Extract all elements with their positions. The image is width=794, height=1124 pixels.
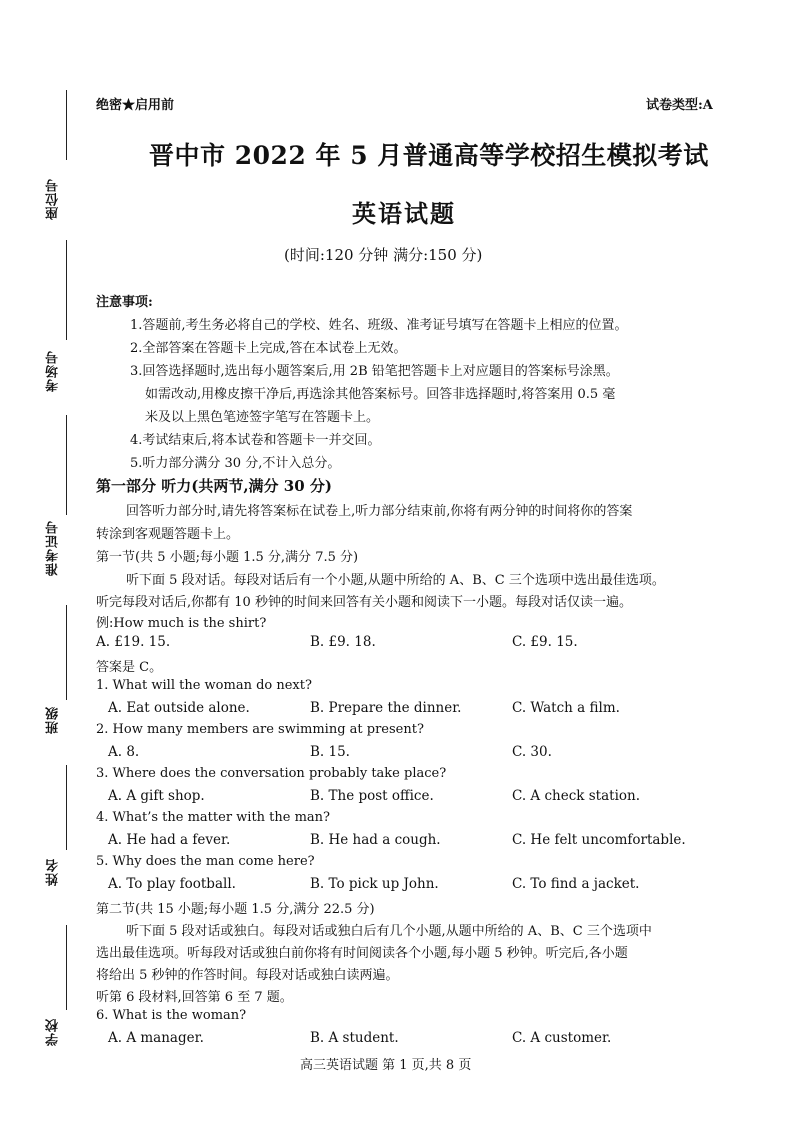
section2-instructions-cont: 选出最佳选项。听每段对话或独白前你将有时间阅读各个小题,每小题 5 秒钟。听完后,各小题 [96,946,628,961]
q4-option-a: A. He had a fever. [108,832,231,848]
example-option-b: B. £9. 18. [310,634,376,650]
question-6: 6. What is the woman? [96,1008,247,1023]
q3-option-c: C. A check station. [512,788,641,804]
binding-line-6 [66,925,67,1010]
notice-item: 5.听力部分满分 30 分,不计入总分。 [130,456,341,471]
q6-option-a: A. A manager. [108,1030,204,1046]
admission-number-label: 准考证号 [46,520,61,576]
q6-option-b: B. A student. [310,1030,399,1046]
q3-option-a: A. A gift shop. [108,788,205,804]
page-subtitle: 英语试题 [352,199,456,228]
question-2: 2. How many members are swimming at present? [96,722,424,737]
q1-option-c: C. Watch a film. [512,700,620,716]
section2-heading: 第二节(共 15 小题;每小题 1.5 分,满分 22.5 分) [96,902,375,917]
example-question: 例:How much is the shirt? [96,616,267,631]
section2-instructions-end: 将给出 5 秒钟的作答时间。每段对话或独白读两遍。 [96,968,399,983]
q4-option-c: C. He felt uncomfortable. [512,832,686,848]
notice-item: 米及以上黑色笔迹签字笔写在答题卡上。 [145,410,380,425]
section2-instructions: 听下面 5 段对话或独白。每段对话或独白后有几个小题,从题中所给的 A、B、C 三个选项中 [126,924,652,939]
page-footer: 高三英语试题 第 1 页,共 8 页 [300,1058,472,1073]
q2-option-c: C. 30. [512,744,552,760]
binding-line-5 [66,765,67,850]
notice-heading: 注意事项: [96,295,153,310]
section1-instructions-cont: 听完每段对话后,你都有 10 秒钟的时间来回答有关小题和阅读下一小题。每段对话仅读一遍。 [96,595,632,610]
question-1: 1. What will the woman do next? [96,678,312,693]
notice-item: 如需改动,用橡皮擦干净后,再选涂其他答案标号。回答非选择题时,将答案用 0.5 毫 [145,387,616,402]
seat-number-label: 座位号 [46,178,61,220]
page-title: 晋中市 2022 年 5 月普通高等学校招生模拟考试 [149,141,709,170]
school-label: 学校 [46,1018,61,1046]
binding-line-4 [66,605,67,700]
binding-line-2 [66,240,67,340]
q5-option-a: A. To play football. [108,876,236,892]
notice-item: 3.回答选择题时,选出每小题答案后,用 2B 铅笔把答题卡上对应题目的答案标号涂黑。 [130,364,619,379]
question-4: 4. What’s the matter with the man? [96,810,331,825]
q2-option-a: A. 8. [108,744,140,760]
notice-item: 1.答题前,考生务必将自己的学校、姓名、班级、准考证号填写在答题卡上相应的位置。 [130,318,628,333]
q3-option-b: B. The post office. [310,788,434,804]
section1-instructions: 听下面 5 段对话。每段对话后有一个小题,从题中所给的 A、B、C 三个选项中选出最佳选项。 [126,573,665,588]
section1-heading: 第一节(共 5 小题;每小题 1.5 分,满分 7.5 分) [96,550,359,565]
q4-option-b: B. He had a cough. [310,832,441,848]
example-option-c: C. £9. 15. [512,634,578,650]
example-option-a: A. £19. 15. [96,634,171,650]
q5-option-c: C. To find a jacket. [512,876,640,892]
binding-line-1 [66,90,67,160]
paper-type-label: 试卷类型:A [646,98,713,113]
part1-heading: 第一部分 听力(共两节,满分 30 分) [96,477,332,495]
question-3: 3. Where does the conversation probably take place? [96,766,447,781]
exam-room-label: 考场号 [46,350,61,392]
question-5: 5. Why does the man come here? [96,854,315,869]
binding-line-3 [66,415,67,515]
notice-item: 2.全部答案在答题卡上完成,答在本试卷上无效。 [130,341,407,356]
q5-option-b: B. To pick up John. [310,876,439,892]
time-info: (时间:120 分钟 满分:150 分) [284,246,483,264]
material-6-label: 听第 6 段材料,回答第 6 至 7 题。 [96,990,293,1005]
class-label: 班级 [46,706,61,734]
confidential-label: 绝密★启用前 [96,98,175,113]
q1-option-b: B. Prepare the dinner. [310,700,462,716]
example-answer: 答案是 C。 [96,660,163,675]
name-label: 姓名 [46,858,61,886]
q2-option-b: B. 15. [310,744,350,760]
q1-option-a: A. Eat outside alone. [108,700,250,716]
q6-option-c: C. A customer. [512,1030,612,1046]
part1-intro-cont: 转涂到客观题答题卡上。 [96,527,240,542]
part1-intro: 回答听力部分时,请先将答案标在试卷上,听力部分结束前,你将有两分钟的时间将你的答案 [126,504,633,519]
notice-item: 4.考试结束后,将本试卷和答题卡一并交回。 [130,433,381,448]
